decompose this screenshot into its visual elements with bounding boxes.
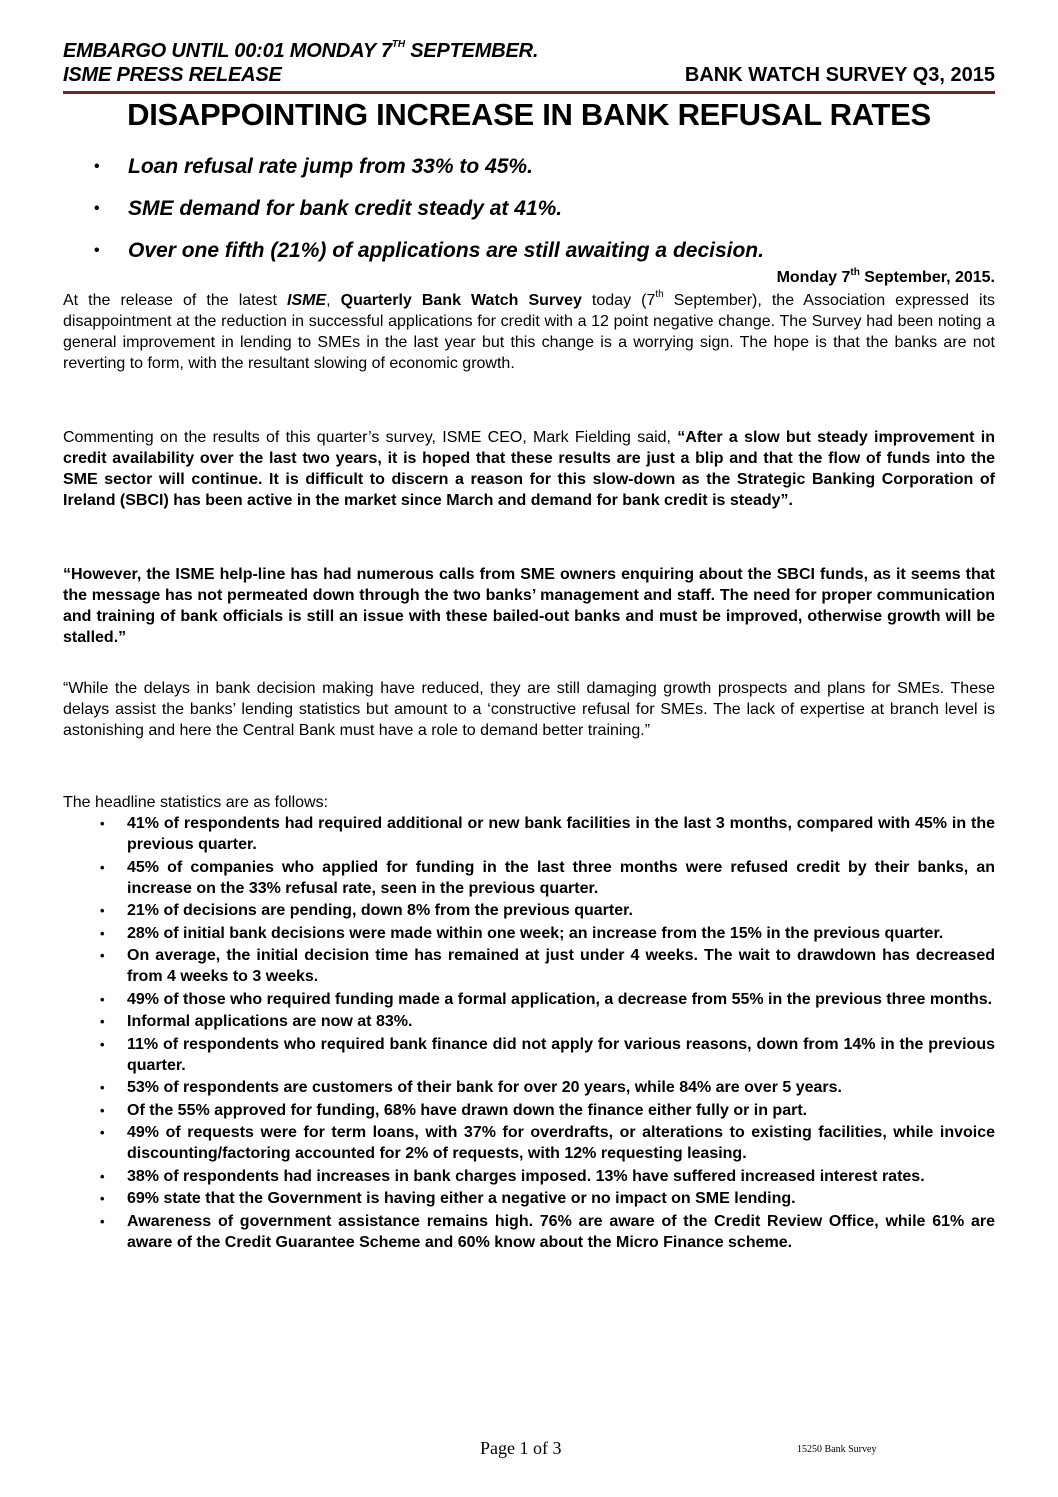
bullet-icon: • <box>100 991 105 1007</box>
page-title: DISAPPOINTING INCREASE IN BANK REFUSAL RATES <box>127 97 931 132</box>
bullet-icon: • <box>100 1014 105 1029</box>
bullet-icon: • <box>94 158 100 175</box>
survey-label: BANK WATCH SURVEY Q3, 2015 <box>684 64 995 86</box>
bullet-icon: • <box>100 903 105 918</box>
bullet-icon: • <box>100 1102 105 1118</box>
page-number: Page 1 of 3 <box>480 1438 562 1458</box>
key-point-item-text: SME demand for bank credit steady at 41%. <box>128 197 563 220</box>
headline-stats-list <box>100 813 995 1254</box>
stat-item-text: 21% of decisions are pending, down 8% from the previous quarter. <box>127 902 633 919</box>
document-code: 15250 Bank Survey <box>797 1444 877 1455</box>
stat-item <box>100 1166 995 1187</box>
key-points-list <box>90 146 990 272</box>
header-rule <box>63 91 995 94</box>
intro-paragraph: At the release of the latest ISME, Quarterly Bank Watch Survey today (7th September), the Association expressed its disappointment at the reduction in successful applications for credit with a 12 point negative change. The Survey had been noting a general improvement in lending to SMEs in the last year but this change is a worrying sign. The hope is that the banks are not reverting to form, with the resultant slowing of economic growth. <box>63 289 996 372</box>
stat-item-text: Awareness of government assistance remains high. 76% are aware of the Credit Review Office, while 61% are aware of the Credit Guarantee Scheme and 60% know about the Micro Finance scheme. <box>127 1212 995 1251</box>
org-name: ISME <box>287 292 327 309</box>
stat-item-text: 38% of respondents had increases in bank charges imposed. 13% have suffered increased interest rates. <box>127 1167 925 1185</box>
press-release-label: ISME PRESS RELEASE <box>63 64 282 86</box>
stat-item-text: 49% of those who required funding made a formal application, a decrease from 55% in the previous three months. <box>127 990 993 1008</box>
stat-item-text: Of the 55% approved for funding, 68% have drawn down the finance either fully or in part. <box>127 1101 808 1119</box>
survey-name: Quarterly Bank Watch Survey <box>340 292 582 309</box>
stat-item <box>100 1188 995 1209</box>
ceo-comment-paragraph: Commenting on the results of this quarter’s survey, ISME CEO, Mark Fielding said, “After a slow but steady improvement in credit availability over the last two years, it is hoped that these results are just a blip and that the flow of funds into the SME sector will continue. It is difficult to discern a reason for this slow-down as the Strategic Banking Corporation of Ireland (SBCI) has been active in the market since March and demand for bank credit is steady”. <box>63 429 996 509</box>
stat-item <box>100 1100 995 1121</box>
bullet-icon: • <box>100 816 105 831</box>
stat-item <box>100 1122 995 1164</box>
bullet-icon: • <box>94 242 100 259</box>
stat-item <box>100 900 995 921</box>
stat-item-text: Informal applications are now at 83%. <box>127 1013 413 1030</box>
ceo-quote: “After a slow but steady improvement in credit availability over the last two years, it is hoped that these results are just a blip and that the flow of funds into the SME sector will continue. It is difficult to discern a reason for this slow-down as the Strategic Banking Corporation of Ireland (SBCI) has been active in the market since March and demand for bank credit is steady”. <box>63 429 996 509</box>
bullet-icon: • <box>100 1125 105 1140</box>
stats-intro: The headline statistics are as follows: <box>63 794 329 811</box>
stat-item <box>100 813 995 855</box>
delays-paragraph: “While the delays in bank decision making have reduced, they are still damaging growth prospects and plans for SMEs. These delays assist the banks’ lending statistics but amount to a ‘constructive refusal for SMEs. The lack of expertise at branch level is astonishing and here the Central Bank must have a role to demand better training.” <box>63 680 995 739</box>
bullet-icon: • <box>94 200 100 217</box>
stat-item-text: 28% of initial bank decisions were made within one week; an increase from the 15% in the previous quarter. <box>127 924 944 942</box>
helpline-paragraph: “However, the ISME help-line has had numerous calls from SME owners enquiring about the SBCI funds, as it seems that the message has not permeated down through the two banks’ management and staff. The need for proper communication and training of bank officials is still an issue with these bailed-out banks and must be improved, otherwise growth will be stalled.” <box>63 566 995 646</box>
key-point-item <box>90 146 990 188</box>
stat-item-text: On average, the initial decision time has remained at just under 4 weeks. The wait to drawdown has decreased from 4 weeks to 3 weeks. <box>127 947 995 985</box>
key-point-item <box>90 188 990 230</box>
stat-item-text: 69% state that the Government is having either a negative or no impact on SME lending. <box>127 1190 796 1207</box>
stat-item-text: 49% of requests were for term loans, with 37% for overdrafts, or alterations to existing facilities, while invoice discounting/factoring accounted for 2% of requests, with 12% requesting leasing. <box>127 1124 995 1162</box>
stat-item-text: 11% of respondents who required bank finance did not apply for various reasons, down from 14% in the previous quarter. <box>127 1035 995 1074</box>
stat-item-text: 53% of respondents are customers of their bank for over 20 years, while 84% are over 5 years. <box>127 1079 842 1096</box>
key-point-item-text: Loan refusal rate jump from 33% to 45%. <box>128 155 533 178</box>
stat-item <box>100 1034 995 1076</box>
bullet-icon: • <box>100 1036 105 1052</box>
embargo-line: EMBARGO UNTIL 00:01 MONDAY 7TH SEPTEMBER. <box>63 39 539 62</box>
stat-item <box>100 989 995 1010</box>
stat-item-text: 41% of respondents had required additional or new bank facilities in the last 3 months, compared with 45% in the previous quarter. <box>127 815 995 853</box>
release-date: Monday 7th September, 2015. <box>776 267 995 286</box>
stat-item <box>100 1011 995 1032</box>
bullet-icon: • <box>100 948 105 963</box>
stat-item <box>100 1077 995 1098</box>
bullet-icon: • <box>100 925 105 941</box>
bullet-icon: • <box>100 1213 105 1229</box>
stat-item-text: 45% of companies who applied for funding in the last three months were refused credit by their banks, an increase on the 33% refusal rate, seen in the previous quarter. <box>127 858 995 897</box>
stat-item <box>100 945 995 987</box>
stat-item <box>100 857 995 899</box>
key-point-item <box>90 230 990 272</box>
bullet-icon: • <box>100 1191 105 1206</box>
key-point-item-text: Over one fifth (21%) of applications are still awaiting a decision. <box>128 239 764 262</box>
embargo-superscript: TH <box>391 39 405 50</box>
stat-item <box>100 923 995 944</box>
bullet-icon: • <box>100 859 105 875</box>
bullet-icon: • <box>100 1080 105 1095</box>
bullet-icon: • <box>100 1168 105 1184</box>
stat-item <box>100 1211 995 1253</box>
